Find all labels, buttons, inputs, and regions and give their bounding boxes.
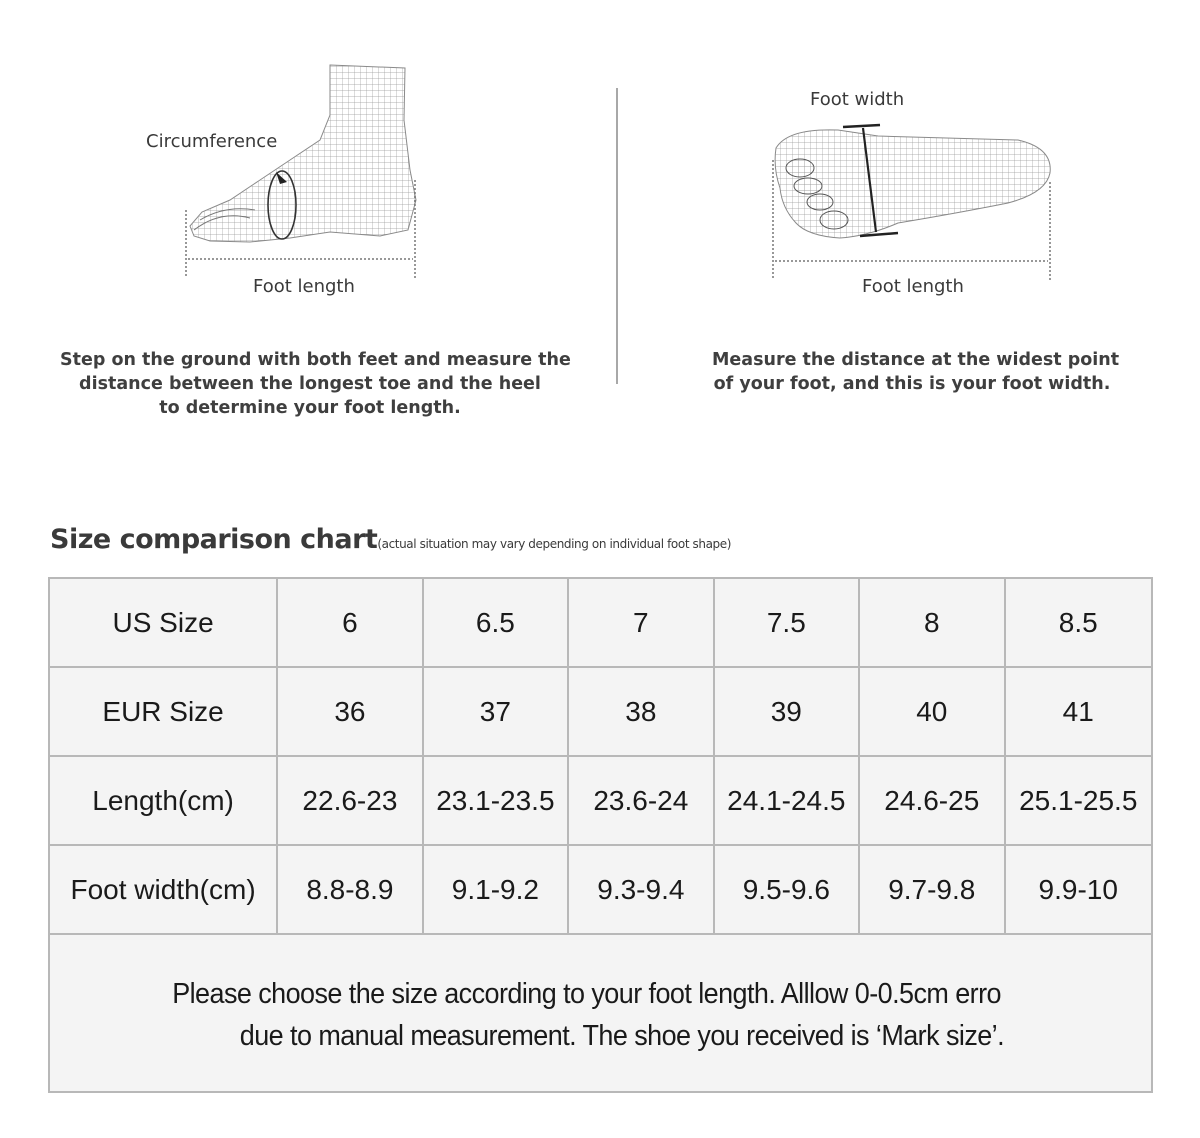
table-row-foot-width bbox=[50, 846, 1151, 935]
table-row-length bbox=[50, 757, 1151, 846]
table-cell: 39 bbox=[715, 668, 860, 755]
side-foot-wireframe-icon bbox=[180, 60, 430, 285]
row-header: Foot width(cm) bbox=[50, 846, 278, 933]
instruction-line: Step on the ground with both feet and measure the bbox=[60, 350, 571, 370]
table-cell: 9.1-9.2 bbox=[424, 846, 569, 933]
table-cell: 23.1-23.5 bbox=[424, 757, 569, 844]
table-cell: 6 bbox=[278, 579, 423, 666]
size-chart-note: (actual situation may vary depending on individual foot shape) bbox=[377, 537, 732, 551]
top-foot-wireframe-icon bbox=[768, 118, 1058, 288]
footer-note-line: Please choose the size according to your foot length. Alllow 0-0.5cm erro bbox=[172, 978, 1001, 1010]
table-cell: 9.5-9.6 bbox=[715, 846, 860, 933]
table-cell: 8.8-8.9 bbox=[278, 846, 423, 933]
row-header: EUR Size bbox=[50, 668, 278, 755]
table-cell: 7 bbox=[569, 579, 714, 666]
table-cell: 25.1-25.5 bbox=[1019, 784, 1138, 816]
row-header: US Size bbox=[50, 579, 278, 666]
table-cell: 7.5 bbox=[715, 579, 860, 666]
side-foot-length-label: Foot length bbox=[253, 276, 355, 297]
footer-note-line: due to manual measurement. The shoe you received is ‘Mark size’. bbox=[239, 1020, 1004, 1052]
size-chart-title: Size comparison chart bbox=[50, 524, 378, 555]
table-cell: 8.5 bbox=[1058, 606, 1098, 638]
table-cell: 8 bbox=[860, 579, 1005, 666]
top-foot-length-label: Foot length bbox=[862, 276, 964, 297]
foot-length-instruction bbox=[60, 348, 571, 420]
instruction-line: Measure the distance at the widest point bbox=[712, 350, 1120, 370]
row-header: Length(cm) bbox=[50, 757, 278, 844]
side-view-foot-illustration bbox=[180, 60, 430, 285]
foot-width-label: Foot width bbox=[810, 89, 905, 110]
instruction-line: to determine your foot length. bbox=[159, 398, 461, 418]
table-cell: 23.6-24 bbox=[569, 757, 714, 844]
size-comparison-table bbox=[48, 577, 1153, 1093]
circumference-label: Circumference bbox=[146, 131, 278, 152]
table-cell: 41 bbox=[1062, 695, 1094, 727]
table-cell: 9.7-9.8 bbox=[860, 846, 1005, 933]
table-cell: 36 bbox=[278, 668, 423, 755]
instruction-line: distance between the longest toe and the heel bbox=[79, 374, 541, 394]
foot-width-instruction bbox=[712, 348, 1120, 396]
size-chart-heading bbox=[50, 524, 731, 555]
section-divider bbox=[616, 88, 618, 384]
table-cell: 22.6-23 bbox=[278, 757, 423, 844]
top-view-foot-illustration bbox=[768, 118, 1058, 288]
table-cell: 9.3-9.4 bbox=[569, 846, 714, 933]
table-row-us-size bbox=[50, 579, 1151, 668]
table-cell: 6.5 bbox=[424, 579, 569, 666]
table-cell: 24.1-24.5 bbox=[715, 757, 860, 844]
table-footer-note bbox=[50, 935, 1151, 1091]
table-cell: 37 bbox=[424, 668, 569, 755]
table-cell: 24.6-25 bbox=[860, 757, 1005, 844]
table-cell: 9.9-10 bbox=[1038, 873, 1118, 905]
table-cell: 38 bbox=[569, 668, 714, 755]
table-row-eur-size bbox=[50, 668, 1151, 757]
table-cell: 40 bbox=[860, 668, 1005, 755]
instruction-line: of your foot, and this is your foot width. bbox=[713, 374, 1111, 394]
